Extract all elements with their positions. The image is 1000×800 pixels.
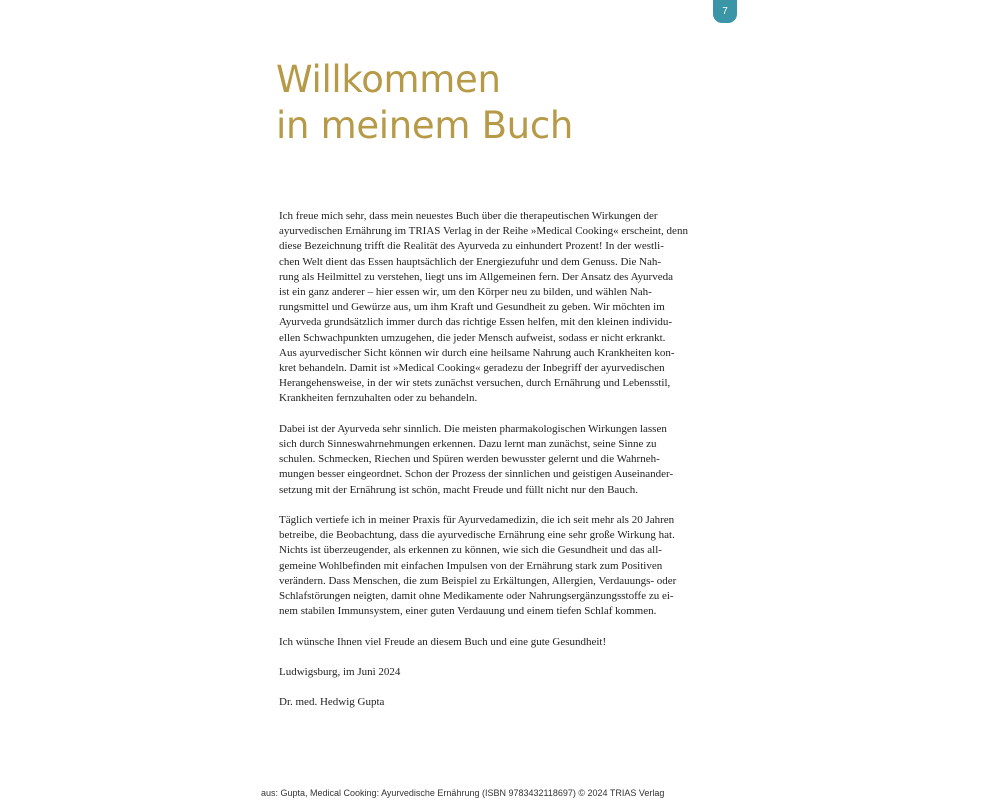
title-line-2: in meinem Buch (276, 104, 574, 147)
text-line: diese Bezeichnung trifft die Realität des Ayurveda zu einhundert Prozent! In der westli- (279, 240, 664, 253)
text-line: Krankheiten fernzuhalten oder zu behandeln. (279, 392, 478, 405)
text-line: Herangehensweise, in der wir stets zunächst versuchen, durch Ernährung und Lebensstil, (279, 377, 671, 390)
text-line: Täglich vertiefe ich in meiner Praxis für Ayurvedamedizin, die ich seit mehr als 20 Jahren (279, 514, 675, 527)
text-line: setzung mit der Ernährung ist schön, macht Freude und füllt nicht nur den Bauch. (279, 483, 638, 496)
text-line: ellen Schwachpunkten umzugehen, die jeder Mensch aufweist, sodass er nicht erkrankt. (279, 331, 666, 344)
text-line: Ich wünsche Ihnen viel Freude an diesem Buch und eine gute Gesundheit! (279, 635, 607, 648)
title-line-1: Willkommen (276, 58, 501, 101)
text-line: nem stabilen Immunsystem, einer guten Verdauung und einem tiefen Schlaf kommen. (279, 605, 657, 618)
text-line: Nichts ist überzeugender, als erkennen zu können, wie sich die Gesundheit und das all- (279, 544, 662, 557)
text-line: rungsmittel und Gewürze aus, um ihm Kraft und Gesundheit zu geben. Wir möchten im (279, 301, 665, 314)
text-line: sich durch Sinneswahrnehmungen erkennen. Dazu lernt man zunächst, seine Sinne zu (279, 438, 657, 451)
paragraph-intro (279, 209, 709, 407)
paragraph-wishes (279, 635, 709, 650)
text-line: rung als Heilmittel zu verstehen, liegt uns im Allgemeinen fern. Der Ansatz des Ayurveda (279, 270, 673, 283)
text-line: Ich freue mich sehr, dass mein neuestes Buch über die therapeutischen Wirkungen der (279, 210, 658, 222)
paragraph-senses (279, 422, 709, 498)
copyright-footer: aus: Gupta, Medical Cooking: Ayurvedische Ernährung (ISBN 9783432118697) © 2024 TRIAS Verlag (261, 788, 665, 798)
text-line: kret behandeln. Damit ist »Medical Cooking« geradezu der Inbegriff der ayurvedischen (279, 362, 665, 375)
place-date (279, 665, 709, 680)
text-line: mungen besser eingeordnet. Schon der Prozess der sinnlichen und geistigen Auseinander- (279, 468, 674, 481)
text-line: Aus ayurvedischer Sicht können wir durch eine heilsame Nahrung auch Krankheiten kon- (279, 346, 675, 359)
text-line: ayurvedischen Ernährung im TRIAS Verlag in der Reihe »Medical Cooking« erscheint, denn (279, 225, 688, 238)
text-line: verändern. Dass Menschen, die zum Beispiel zu Erkältungen, Allergien, Verdauungs- oder (279, 574, 677, 587)
text-line: Dabei ist der Ayurveda sehr sinnlich. Die meisten pharmakologischen Wirkungen lassen (279, 422, 667, 435)
text-line: gemeine Wohlbefinden mit einfachen Impulsen von der Ernährung stark zum Positiven (279, 559, 663, 572)
page-title (276, 57, 573, 149)
text-line: Ludwigsburg, im Juni 2024 (279, 666, 401, 679)
text-line: Ayurveda grundsätzlich immer durch das richtige Essen helfen, mit den kleinen individu- (279, 316, 673, 329)
text-line: Schlafstörungen neigten, damit ohne Medikamente oder Nahrungsergänzungsstoffe zu ei- (279, 590, 674, 603)
text-line: schulen. Schmecken, Riechen und Spüren werden bewusster gelernt und die Wahrneh- (279, 453, 660, 466)
paragraph-practice (279, 513, 709, 619)
author-signature (279, 695, 709, 710)
text-line: chen Welt dient das Essen hauptsächlich der Energiezufuhr und dem Genuss. Die Nah- (279, 255, 662, 268)
page-number-badge: 7 (713, 0, 737, 23)
text-line: Dr. med. Hedwig Gupta (279, 696, 385, 709)
text-line: ist ein ganz anderer – hier essen wir, um den Körper neu zu bilden, und wählen Nah- (279, 286, 652, 299)
body-text (279, 209, 709, 726)
text-line: betreibe, die Beobachtung, dass die ayurvedische Ernährung eine sehr große Wirkung hat. (279, 529, 675, 542)
